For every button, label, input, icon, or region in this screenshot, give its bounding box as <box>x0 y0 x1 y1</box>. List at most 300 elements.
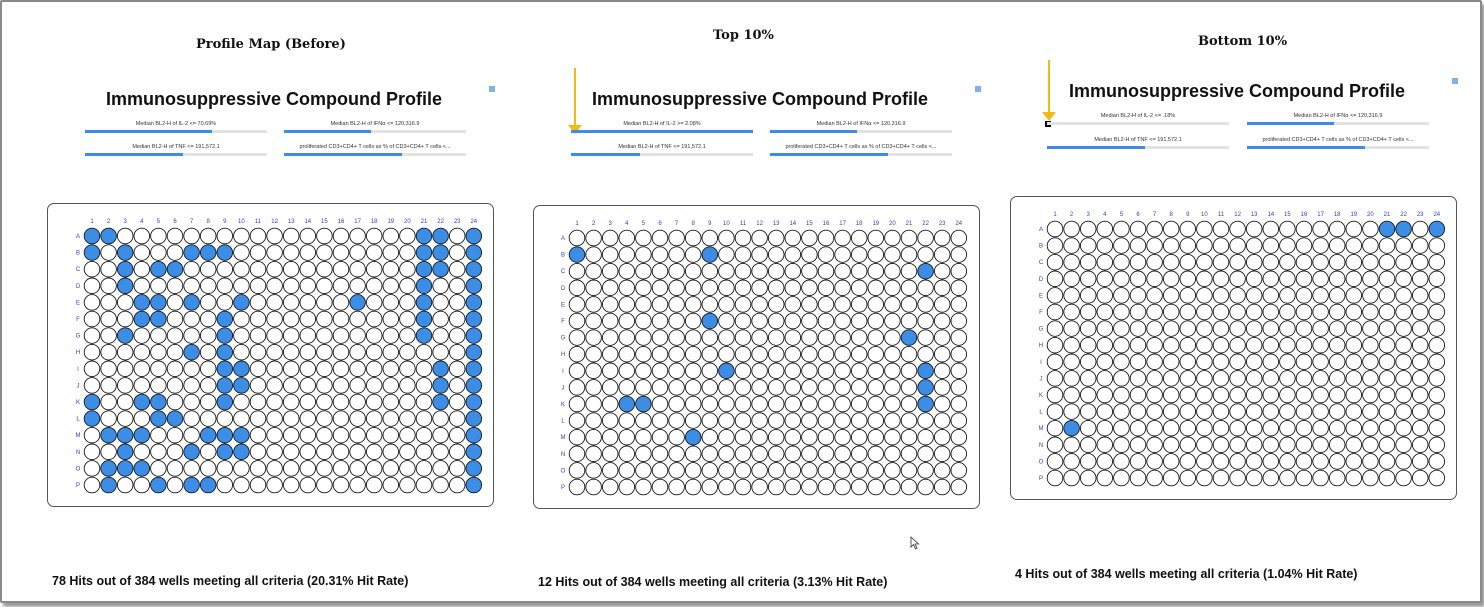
well-O18[interactable] <box>366 461 382 477</box>
well-E5[interactable] <box>1114 288 1130 304</box>
well-M21[interactable] <box>416 427 432 443</box>
well-G23[interactable] <box>449 328 465 344</box>
well-B7[interactable] <box>669 247 685 263</box>
well-B12[interactable] <box>1230 238 1246 254</box>
well-F21[interactable] <box>1379 304 1395 320</box>
well-N2[interactable] <box>586 446 602 462</box>
well-hit-K22[interactable] <box>918 396 934 412</box>
well-L19[interactable] <box>868 413 884 429</box>
well-F19[interactable] <box>383 311 399 327</box>
well-hit-M9[interactable] <box>217 427 233 443</box>
well-hit-B9[interactable] <box>217 245 233 261</box>
well-A10[interactable] <box>234 228 250 244</box>
well-I3[interactable] <box>602 363 618 379</box>
well-hit-N9[interactable] <box>217 444 233 460</box>
well-D20[interactable] <box>1363 271 1379 287</box>
well-L24[interactable] <box>1429 404 1445 420</box>
well-C2[interactable] <box>101 261 117 277</box>
well-K7[interactable] <box>1147 387 1163 403</box>
well-F10[interactable] <box>1197 304 1213 320</box>
well-E1[interactable] <box>569 297 585 313</box>
well-hit-C22[interactable] <box>918 263 934 279</box>
well-N4[interactable] <box>134 444 150 460</box>
well-D16[interactable] <box>1296 271 1312 287</box>
well-K17[interactable] <box>1313 387 1329 403</box>
well-D8[interactable] <box>200 278 216 294</box>
well-J5[interactable] <box>1114 371 1130 387</box>
well-M4[interactable] <box>1097 420 1113 436</box>
well-D18[interactable] <box>1329 271 1345 287</box>
well-L4[interactable] <box>134 411 150 427</box>
well-B15[interactable] <box>1280 238 1296 254</box>
well-G16[interactable] <box>333 328 349 344</box>
well-hit-C6[interactable] <box>167 261 183 277</box>
well-C20[interactable] <box>400 261 416 277</box>
well-G11[interactable] <box>250 328 266 344</box>
well-E18[interactable] <box>1329 288 1345 304</box>
well-O13[interactable] <box>768 463 784 479</box>
well-P22[interactable] <box>1396 470 1412 486</box>
well-B11[interactable] <box>1213 238 1229 254</box>
well-B18[interactable] <box>366 245 382 261</box>
well-P23[interactable] <box>449 477 465 493</box>
well-O14[interactable] <box>1263 454 1279 470</box>
well-L1[interactable] <box>1047 404 1063 420</box>
well-P4[interactable] <box>619 479 635 495</box>
well-G22[interactable] <box>433 328 449 344</box>
well-G1[interactable] <box>84 328 100 344</box>
well-H5[interactable] <box>636 346 652 362</box>
well-J19[interactable] <box>868 380 884 396</box>
well-C10[interactable] <box>234 261 250 277</box>
well-N18[interactable] <box>366 444 382 460</box>
well-E20[interactable] <box>400 295 416 311</box>
well-hit-A21[interactable] <box>416 228 432 244</box>
well-J8[interactable] <box>200 378 216 394</box>
well-M1[interactable] <box>569 429 585 445</box>
well-L6[interactable] <box>652 413 668 429</box>
well-I10[interactable] <box>1197 354 1213 370</box>
well-G14[interactable] <box>300 328 316 344</box>
well-hit-E24[interactable] <box>466 295 482 311</box>
well-A5[interactable] <box>151 228 167 244</box>
well-G23[interactable] <box>1412 321 1428 337</box>
well-F3[interactable] <box>117 311 133 327</box>
well-I17[interactable] <box>350 361 366 377</box>
well-J10[interactable] <box>719 380 735 396</box>
well-H4[interactable] <box>1097 337 1113 353</box>
well-H2[interactable] <box>101 344 117 360</box>
well-P9[interactable] <box>217 477 233 493</box>
well-A18[interactable] <box>366 228 382 244</box>
well-D11[interactable] <box>1213 271 1229 287</box>
well-B6[interactable] <box>1130 238 1146 254</box>
well-E15[interactable] <box>317 295 333 311</box>
well-hit-N10[interactable] <box>234 444 250 460</box>
well-E7[interactable] <box>1147 288 1163 304</box>
well-D7[interactable] <box>184 278 200 294</box>
well-D2[interactable] <box>101 278 117 294</box>
well-J13[interactable] <box>768 380 784 396</box>
well-H23[interactable] <box>1412 337 1428 353</box>
well-I20[interactable] <box>885 363 901 379</box>
well-hit-E10[interactable] <box>234 295 250 311</box>
well-C15[interactable] <box>1280 254 1296 270</box>
well-D3[interactable] <box>602 280 618 296</box>
well-K23[interactable] <box>449 394 465 410</box>
well-H3[interactable] <box>117 344 133 360</box>
well-J18[interactable] <box>851 380 867 396</box>
well-K7[interactable] <box>669 396 685 412</box>
well-A8[interactable] <box>200 228 216 244</box>
well-C7[interactable] <box>669 263 685 279</box>
well-H16[interactable] <box>1296 337 1312 353</box>
well-hit-N24[interactable] <box>466 444 482 460</box>
well-L14[interactable] <box>1263 404 1279 420</box>
well-M17[interactable] <box>1313 420 1329 436</box>
well-J1[interactable] <box>84 378 100 394</box>
well-hit-B1[interactable] <box>84 245 100 261</box>
well-N14[interactable] <box>785 446 801 462</box>
well-I13[interactable] <box>768 363 784 379</box>
well-K18[interactable] <box>851 396 867 412</box>
well-H5[interactable] <box>151 344 167 360</box>
well-P20[interactable] <box>1363 470 1379 486</box>
well-A7[interactable] <box>669 230 685 246</box>
well-O23[interactable] <box>934 463 950 479</box>
well-P20[interactable] <box>400 477 416 493</box>
well-M11[interactable] <box>250 427 266 443</box>
well-hit-C24[interactable] <box>466 261 482 277</box>
well-D22[interactable] <box>1396 271 1412 287</box>
well-I8[interactable] <box>200 361 216 377</box>
well-A20[interactable] <box>400 228 416 244</box>
well-A23[interactable] <box>934 230 950 246</box>
well-F24[interactable] <box>1429 304 1445 320</box>
well-D23[interactable] <box>449 278 465 294</box>
well-N11[interactable] <box>250 444 266 460</box>
well-C7[interactable] <box>184 261 200 277</box>
well-B3[interactable] <box>602 247 618 263</box>
well-E22[interactable] <box>1396 288 1412 304</box>
well-K16[interactable] <box>818 396 834 412</box>
well-hit-O4[interactable] <box>134 461 150 477</box>
criterion-ifna[interactable] <box>284 121 466 135</box>
well-N2[interactable] <box>101 444 117 460</box>
well-F13[interactable] <box>283 311 299 327</box>
well-G2[interactable] <box>101 328 117 344</box>
well-D23[interactable] <box>1412 271 1428 287</box>
well-M22[interactable] <box>918 429 934 445</box>
well-O16[interactable] <box>333 461 349 477</box>
well-P14[interactable] <box>785 479 801 495</box>
well-hit-K5[interactable] <box>151 394 167 410</box>
well-M13[interactable] <box>768 429 784 445</box>
well-I13[interactable] <box>283 361 299 377</box>
well-hit-O2[interactable] <box>101 461 117 477</box>
well-P13[interactable] <box>1246 470 1262 486</box>
well-H3[interactable] <box>1080 337 1096 353</box>
well-E12[interactable] <box>752 297 768 313</box>
well-N13[interactable] <box>283 444 299 460</box>
well-L11[interactable] <box>250 411 266 427</box>
well-L5[interactable] <box>636 413 652 429</box>
well-N8[interactable] <box>685 446 701 462</box>
well-E14[interactable] <box>785 297 801 313</box>
well-L19[interactable] <box>1346 404 1362 420</box>
well-K13[interactable] <box>768 396 784 412</box>
well-C21[interactable] <box>1379 254 1395 270</box>
well-M5[interactable] <box>636 429 652 445</box>
well-K8[interactable] <box>1163 387 1179 403</box>
well-A18[interactable] <box>851 230 867 246</box>
well-N6[interactable] <box>1130 437 1146 453</box>
well-hit-A22[interactable] <box>433 228 449 244</box>
well-G3[interactable] <box>1080 321 1096 337</box>
well-B17[interactable] <box>1313 238 1329 254</box>
well-M10[interactable] <box>719 429 735 445</box>
well-O18[interactable] <box>851 463 867 479</box>
well-P1[interactable] <box>569 479 585 495</box>
well-N19[interactable] <box>383 444 399 460</box>
well-G4[interactable] <box>1097 321 1113 337</box>
well-L17[interactable] <box>835 413 851 429</box>
well-E16[interactable] <box>333 295 349 311</box>
well-N22[interactable] <box>918 446 934 462</box>
well-G5[interactable] <box>1114 321 1130 337</box>
well-L15[interactable] <box>1280 404 1296 420</box>
well-G18[interactable] <box>366 328 382 344</box>
well-K14[interactable] <box>785 396 801 412</box>
well-N1[interactable] <box>84 444 100 460</box>
well-K23[interactable] <box>1412 387 1428 403</box>
well-I14[interactable] <box>300 361 316 377</box>
well-A15[interactable] <box>1280 221 1296 237</box>
well-N11[interactable] <box>1213 437 1229 453</box>
well-G10[interactable] <box>234 328 250 344</box>
well-hit-K22[interactable] <box>433 394 449 410</box>
well-M11[interactable] <box>735 429 751 445</box>
well-K21[interactable] <box>901 396 917 412</box>
well-P18[interactable] <box>851 479 867 495</box>
well-I9[interactable] <box>702 363 718 379</box>
well-E17[interactable] <box>1313 288 1329 304</box>
well-P19[interactable] <box>1346 470 1362 486</box>
well-L20[interactable] <box>885 413 901 429</box>
well-E2[interactable] <box>1064 288 1080 304</box>
well-P11[interactable] <box>735 479 751 495</box>
well-hit-G3[interactable] <box>117 328 133 344</box>
well-K13[interactable] <box>283 394 299 410</box>
well-P5[interactable] <box>1114 470 1130 486</box>
well-H2[interactable] <box>586 346 602 362</box>
well-B14[interactable] <box>785 247 801 263</box>
well-N9[interactable] <box>702 446 718 462</box>
well-H14[interactable] <box>1263 337 1279 353</box>
well-E9[interactable] <box>217 295 233 311</box>
well-F11[interactable] <box>735 313 751 329</box>
well-D17[interactable] <box>1313 271 1329 287</box>
well-H1[interactable] <box>84 344 100 360</box>
well-O15[interactable] <box>1280 454 1296 470</box>
well-H6[interactable] <box>652 346 668 362</box>
well-hit-C5[interactable] <box>151 261 167 277</box>
well-C6[interactable] <box>1130 254 1146 270</box>
well-E4[interactable] <box>1097 288 1113 304</box>
well-P4[interactable] <box>1097 470 1113 486</box>
well-B5[interactable] <box>1114 238 1130 254</box>
well-F8[interactable] <box>1163 304 1179 320</box>
well-A17[interactable] <box>835 230 851 246</box>
well-M19[interactable] <box>383 427 399 443</box>
well-C8[interactable] <box>685 263 701 279</box>
well-M22[interactable] <box>433 427 449 443</box>
well-E8[interactable] <box>1163 288 1179 304</box>
well-H18[interactable] <box>851 346 867 362</box>
well-L3[interactable] <box>1080 404 1096 420</box>
well-C21[interactable] <box>901 263 917 279</box>
well-I11[interactable] <box>1213 354 1229 370</box>
well-A1[interactable] <box>569 230 585 246</box>
well-H18[interactable] <box>366 344 382 360</box>
well-O1[interactable] <box>1047 454 1063 470</box>
well-D13[interactable] <box>768 280 784 296</box>
well-E6[interactable] <box>1130 288 1146 304</box>
well-F14[interactable] <box>300 311 316 327</box>
well-D7[interactable] <box>1147 271 1163 287</box>
well-K5[interactable] <box>1114 387 1130 403</box>
well-hit-F24[interactable] <box>466 311 482 327</box>
well-I9[interactable] <box>1180 354 1196 370</box>
well-hit-E17[interactable] <box>350 295 366 311</box>
well-P23[interactable] <box>1412 470 1428 486</box>
well-J23[interactable] <box>1412 371 1428 387</box>
well-L17[interactable] <box>1313 404 1329 420</box>
well-C19[interactable] <box>383 261 399 277</box>
well-I4[interactable] <box>134 361 150 377</box>
well-K22[interactable] <box>1396 387 1412 403</box>
well-D17[interactable] <box>835 280 851 296</box>
well-L21[interactable] <box>901 413 917 429</box>
well-O4[interactable] <box>1097 454 1113 470</box>
well-hit-N3[interactable] <box>117 444 133 460</box>
well-D17[interactable] <box>350 278 366 294</box>
well-hit-B9[interactable] <box>702 247 718 263</box>
well-hit-J10[interactable] <box>234 378 250 394</box>
well-P7[interactable] <box>1147 470 1163 486</box>
well-J17[interactable] <box>835 380 851 396</box>
well-G8[interactable] <box>1163 321 1179 337</box>
well-H11[interactable] <box>1213 337 1229 353</box>
well-B16[interactable] <box>1296 238 1312 254</box>
well-D6[interactable] <box>167 278 183 294</box>
well-E18[interactable] <box>851 297 867 313</box>
well-E15[interactable] <box>802 297 818 313</box>
well-L2[interactable] <box>101 411 117 427</box>
well-D5[interactable] <box>151 278 167 294</box>
well-J7[interactable] <box>1147 371 1163 387</box>
well-P5[interactable] <box>636 479 652 495</box>
well-M24[interactable] <box>951 429 967 445</box>
well-O11[interactable] <box>735 463 751 479</box>
well-E3[interactable] <box>117 295 133 311</box>
well-A7[interactable] <box>184 228 200 244</box>
well-O5[interactable] <box>636 463 652 479</box>
well-hit-B24[interactable] <box>466 245 482 261</box>
well-I18[interactable] <box>366 361 382 377</box>
well-hit-N7[interactable] <box>184 444 200 460</box>
well-L8[interactable] <box>1163 404 1179 420</box>
well-F7[interactable] <box>669 313 685 329</box>
well-hit-M2[interactable] <box>101 427 117 443</box>
well-B3[interactable] <box>1080 238 1096 254</box>
well-M11[interactable] <box>1213 420 1229 436</box>
well-hit-I10[interactable] <box>234 361 250 377</box>
well-P17[interactable] <box>1313 470 1329 486</box>
well-hit-A24[interactable] <box>466 228 482 244</box>
well-B24[interactable] <box>951 247 967 263</box>
well-N20[interactable] <box>885 446 901 462</box>
well-I20[interactable] <box>1363 354 1379 370</box>
well-C1[interactable] <box>569 263 585 279</box>
well-D1[interactable] <box>569 280 585 296</box>
well-hit-H7[interactable] <box>184 344 200 360</box>
well-H16[interactable] <box>333 344 349 360</box>
well-C4[interactable] <box>619 263 635 279</box>
well-F9[interactable] <box>1180 304 1196 320</box>
well-K11[interactable] <box>1213 387 1229 403</box>
well-O8[interactable] <box>685 463 701 479</box>
well-M18[interactable] <box>366 427 382 443</box>
well-M15[interactable] <box>317 427 333 443</box>
well-L16[interactable] <box>818 413 834 429</box>
well-N18[interactable] <box>1329 437 1345 453</box>
well-F1[interactable] <box>84 311 100 327</box>
well-J21[interactable] <box>901 380 917 396</box>
well-hit-M24[interactable] <box>466 427 482 443</box>
well-B22[interactable] <box>918 247 934 263</box>
well-J8[interactable] <box>1163 371 1179 387</box>
well-J11[interactable] <box>1213 371 1229 387</box>
well-C1[interactable] <box>1047 254 1063 270</box>
well-G2[interactable] <box>586 330 602 346</box>
well-N11[interactable] <box>735 446 751 462</box>
criterion-ifna[interactable] <box>1247 113 1429 127</box>
criterion-il2[interactable] <box>571 121 753 135</box>
well-M5[interactable] <box>151 427 167 443</box>
well-F4[interactable] <box>1097 304 1113 320</box>
well-O6[interactable] <box>1130 454 1146 470</box>
well-B23[interactable] <box>449 245 465 261</box>
well-hit-K9[interactable] <box>217 394 233 410</box>
well-P6[interactable] <box>652 479 668 495</box>
well-E19[interactable] <box>868 297 884 313</box>
well-K12[interactable] <box>267 394 283 410</box>
well-G22[interactable] <box>1396 321 1412 337</box>
well-A13[interactable] <box>283 228 299 244</box>
well-L19[interactable] <box>383 411 399 427</box>
well-N5[interactable] <box>1114 437 1130 453</box>
well-J12[interactable] <box>267 378 283 394</box>
well-E2[interactable] <box>586 297 602 313</box>
well-L2[interactable] <box>1064 404 1080 420</box>
well-C23[interactable] <box>449 261 465 277</box>
well-hit-I10[interactable] <box>719 363 735 379</box>
well-H10[interactable] <box>234 344 250 360</box>
well-F13[interactable] <box>1246 304 1262 320</box>
well-K18[interactable] <box>366 394 382 410</box>
well-N24[interactable] <box>951 446 967 462</box>
